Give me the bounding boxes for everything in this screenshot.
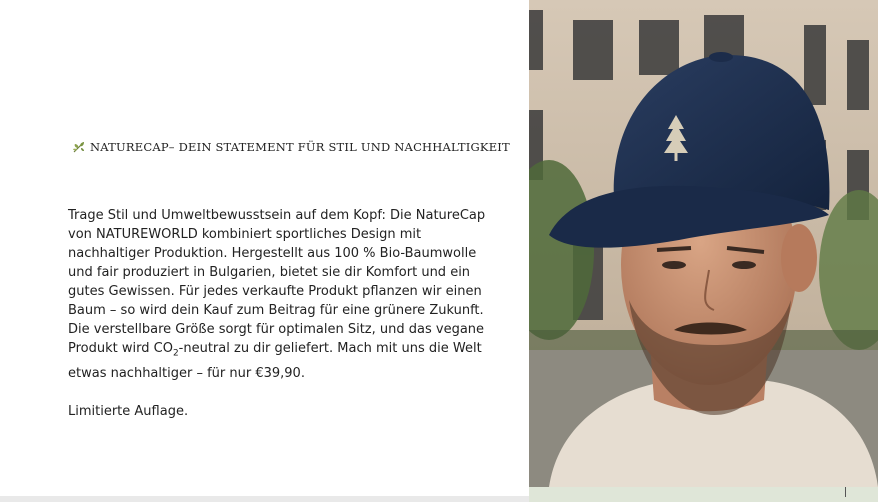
headline-text: NATURECAP– DEIN STATEMENT FÜR STIL UND NACHHALTIGKEIT xyxy=(90,140,510,154)
text-cursor xyxy=(845,487,846,497)
description-text-part1: Trage Stil und Umweltbewusstsein auf dem Kopf: Die NatureCap von NATUREWORLD kombiniert sportliches Design mit nachhaltiger Produktion. Hergestellt aus 100 % Bio-Baumwolle und fair produziert in Bulgarien, bietet sie dir Komfort und ein gutes Gewissen. Für jedes verkaufte Produkt pflanzen wir einen Baum – so wird dein Kauf zum Beitrag für eine grünere Zukunft. Die verstellbare Größe sorgt für optimalen Sitz, und das vegane Produkt wird CO xyxy=(68,208,486,356)
description-text-part2: -neutral zu dir geliefert. Mach mit uns die Welt etwas nachhaltiger – für nur €39,90. xyxy=(68,341,482,381)
description-paragraph xyxy=(68,206,498,383)
product-description xyxy=(68,206,498,421)
limited-edition-note: Limitierte Auflage. xyxy=(68,403,189,419)
image-bottom-edge xyxy=(529,487,878,502)
man-wearing-navy-cap-photo xyxy=(529,0,878,487)
sprout-leaf-icon xyxy=(72,140,86,154)
headline xyxy=(72,140,510,154)
co2-subscript: 2 xyxy=(172,348,179,359)
